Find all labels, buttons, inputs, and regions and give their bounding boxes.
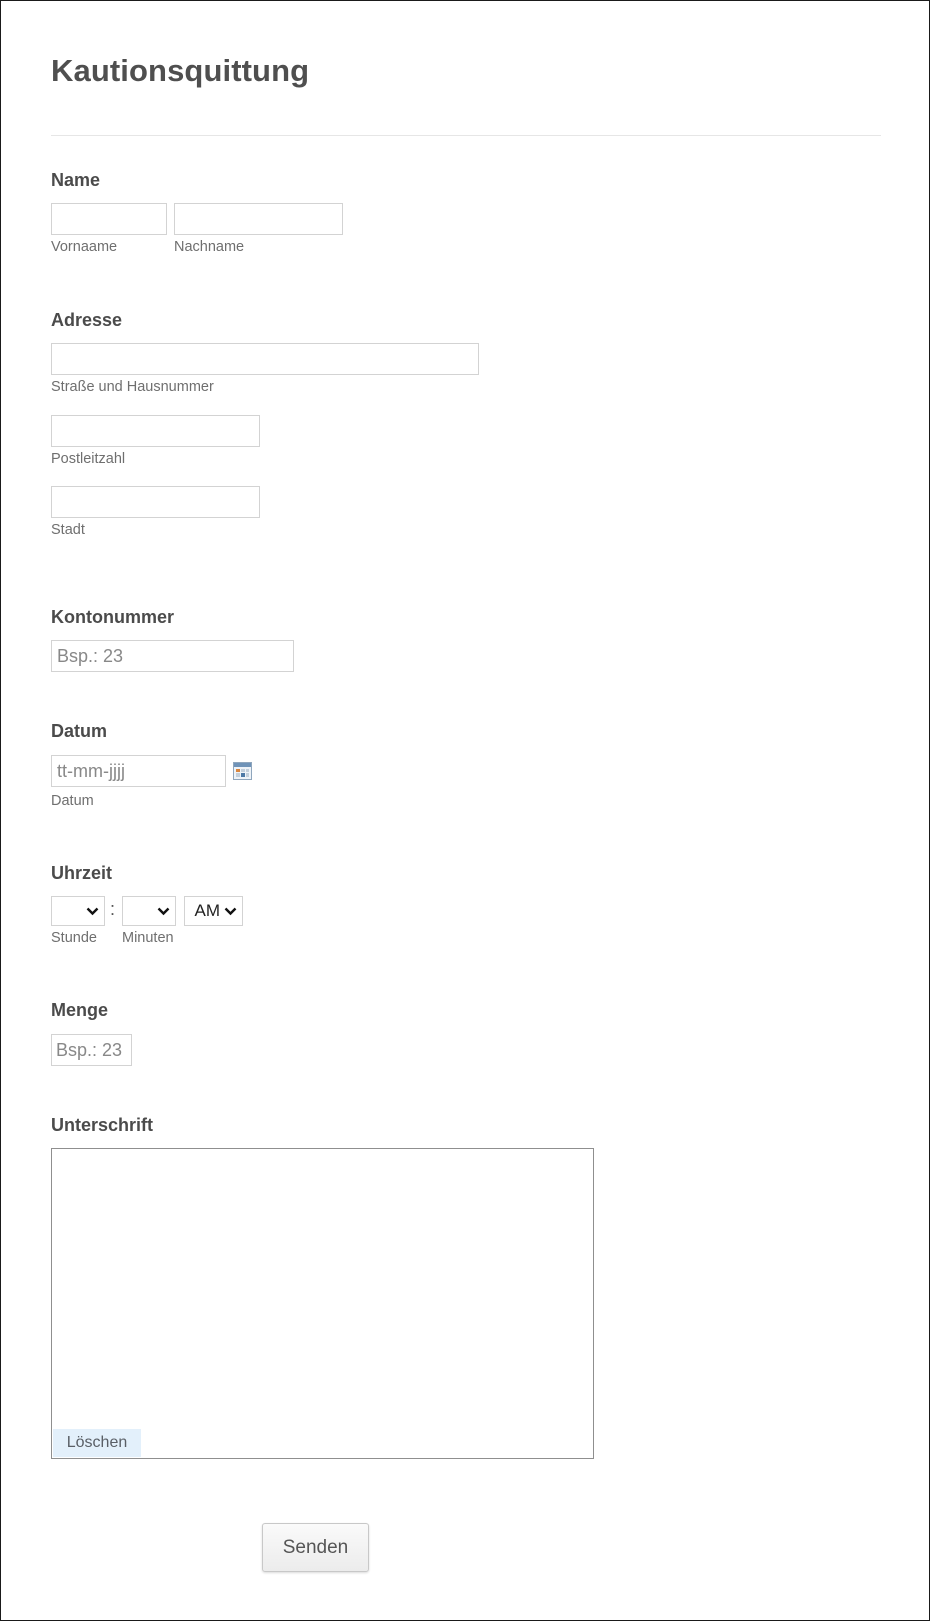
account-label: Kontonummer: [51, 607, 174, 627]
minute-select[interactable]: [122, 896, 176, 926]
calendar-icon[interactable]: [233, 762, 252, 780]
street-sublabel: Straße und Hausnummer: [51, 379, 214, 395]
submit-button[interactable]: Senden: [262, 1523, 369, 1572]
first-name-input[interactable]: [51, 203, 167, 235]
city-input[interactable]: [51, 486, 260, 518]
date-label: Datum: [51, 721, 108, 741]
last-name-sublabel: Nachname: [174, 239, 245, 255]
amount-label: Menge: [51, 1000, 109, 1020]
minute-sublabel: Minuten: [122, 930, 174, 946]
last-name-input[interactable]: [174, 203, 343, 235]
name-label: Name: [51, 170, 101, 190]
chevron-down-icon: [224, 907, 237, 916]
hour-select[interactable]: [51, 896, 105, 926]
zip-sublabel: Postleitzahl: [51, 451, 126, 467]
signature-label: Unterschrift: [51, 1115, 154, 1135]
address-label: Adresse: [51, 310, 123, 330]
zip-input[interactable]: [51, 415, 260, 447]
chevron-down-icon: [86, 907, 99, 916]
ampm-value: AM: [194, 901, 220, 920]
chevron-down-icon: [157, 907, 170, 916]
signature-pad[interactable]: [51, 1148, 594, 1459]
time-separator: :: [110, 899, 116, 919]
date-input[interactable]: [51, 755, 226, 787]
street-input[interactable]: [51, 343, 479, 375]
first-name-sublabel: Vornaame: [51, 239, 118, 255]
hour-sublabel: Stunde: [51, 930, 97, 946]
date-sublabel: Datum: [51, 793, 94, 809]
time-label: Uhrzeit: [51, 863, 113, 883]
clear-signature-button[interactable]: Löschen: [53, 1429, 141, 1457]
form-title: Kautionsquittung: [51, 53, 310, 88]
amount-input[interactable]: [51, 1034, 132, 1066]
account-number-input[interactable]: [51, 640, 294, 672]
city-sublabel: Stadt: [51, 522, 85, 538]
title-divider: [51, 135, 881, 136]
ampm-select[interactable]: [184, 896, 243, 926]
